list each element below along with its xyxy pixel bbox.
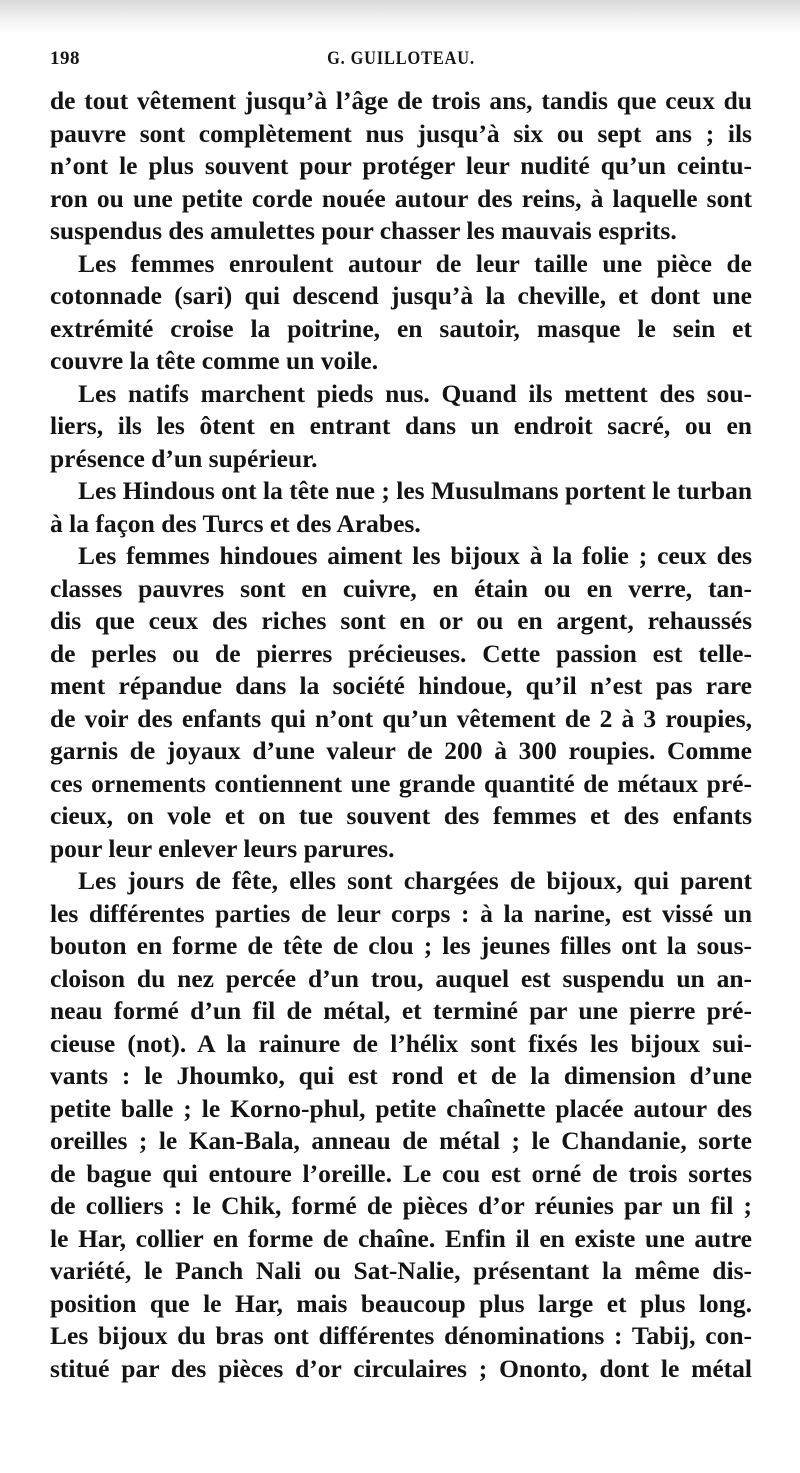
text-line: classes pauvres sont en cuivre, en étain ou en verre, tan- bbox=[50, 573, 752, 603]
scan-shadow bbox=[0, 0, 800, 34]
text-line: présence d’un supérieur. bbox=[50, 443, 318, 473]
text-line: pour leur enlever leurs parures. bbox=[50, 833, 395, 863]
text-line: oreilles ; le Kan-Bala, anneau de métal ; le Chandanie, sorte bbox=[50, 1126, 752, 1155]
text-line: variété, le Panch Nali ou Sat-Nalie, présentant la même dis- bbox=[50, 1256, 752, 1285]
text-line: cloison du nez percée d’un trou, auquel est suspendu un an- bbox=[50, 963, 752, 993]
text-line: stitué par des pièces d’or circulaires ; Ononto, dont le métal bbox=[50, 1353, 752, 1383]
text-line: extrémité croise la poitrine, en sautoir, masque le sein et bbox=[50, 313, 752, 343]
text-line: de tout vêtement jusqu’à l’âge de trois ans, tandis que ceux du bbox=[50, 86, 752, 115]
text-line: neau formé d’un fil de métal, et terminé par une pierre pré- bbox=[50, 996, 752, 1025]
text-line: ment répandue dans la société hindoue, qu’il n’est pas rare bbox=[50, 671, 752, 700]
page-header bbox=[50, 48, 752, 76]
running-title: G. GUILLOTEAU. bbox=[327, 48, 475, 69]
text-line: cieux, on vole et on tue souvent des femmes et des enfants bbox=[50, 801, 752, 830]
text-line: Les Hindous ont la tête nue ; les Musulmans portent le turban bbox=[78, 476, 752, 505]
text-line: de perles ou de pierres précieuses. Cette passion est telle- bbox=[50, 638, 752, 668]
text-line: vants : le Jhoumko, qui est rond et de la dimension d’une bbox=[50, 1061, 752, 1090]
text-line: garnis de joyaux d’une valeur de 200 à 300 roupies. Comme bbox=[50, 736, 752, 765]
text-line: de colliers : le Chik, formé de pièces d’or réunies par un fil ; bbox=[50, 1191, 752, 1220]
text-line: n’ont le plus souvent pour protéger leur nudité qu’un ceintu- bbox=[50, 151, 752, 180]
text-line: cieuse (not). A la rainure de l’hélix sont fixés les bijoux sui- bbox=[50, 1028, 752, 1058]
text-line: Les bijoux du bras ont différentes dénominations : Tabij, con- bbox=[50, 1321, 752, 1350]
text-line: pauvre sont complètement nus jusqu’à six ou sept ans ; ils bbox=[50, 118, 752, 148]
text-line: petite balle ; le Korno-phul, petite chaînette placée autour des bbox=[50, 1093, 752, 1123]
text-line: dis que ceux des riches sont en or ou en argent, rehaussés bbox=[50, 606, 752, 635]
text-line: bouton en forme de tête de clou ; les jeunes filles ont la sous- bbox=[50, 931, 752, 960]
text-line: cotonnade (sari) qui descend jusqu’à la cheville, et dont une bbox=[50, 281, 752, 310]
text-line: le Har, collier en forme de chaîne. Enfin il en existe une autre bbox=[50, 1223, 752, 1253]
text-line: Les femmes enroulent autour de leur taille une pièce de bbox=[78, 248, 752, 278]
text-line: position que le Har, mais beaucoup plus large et plus long. bbox=[50, 1288, 752, 1318]
page-number: 198 bbox=[50, 48, 80, 69]
text-line: Les jours de fête, elles sont chargées de bijoux, qui parent bbox=[78, 866, 752, 895]
text-line: ron ou une petite corde nouée autour des reins, à laquelle sont bbox=[50, 183, 752, 213]
text-line: couvre la tête comme un voile. bbox=[50, 346, 379, 375]
text-line: suspendus des amulettes pour chasser les mauvais esprits. bbox=[50, 216, 677, 245]
text-line: les différentes parties de leur corps : à la narine, est vissé un bbox=[50, 898, 752, 928]
text-line: liers, ils les ôtent en entrant dans un endroit sacré, ou en bbox=[50, 411, 752, 440]
text-line: Les femmes hindoues aiment les bijoux à la folie ; ceux des bbox=[78, 541, 752, 570]
text-line: à la façon des Turcs et des Arabes. bbox=[50, 508, 421, 538]
text-line: ces ornements contiennent une grande quantité de métaux pré- bbox=[50, 768, 752, 798]
text-line: Les natifs marchent pieds nus. Quand ils mettent des sou- bbox=[78, 378, 752, 408]
text-line: de voir des enfants qui n’ont qu’un vêtement de 2 à 3 roupies, bbox=[50, 703, 752, 733]
text-line: de bague qui entoure l’oreille. Le cou est orné de trois sortes bbox=[50, 1158, 752, 1188]
body-text bbox=[50, 85, 752, 1385]
